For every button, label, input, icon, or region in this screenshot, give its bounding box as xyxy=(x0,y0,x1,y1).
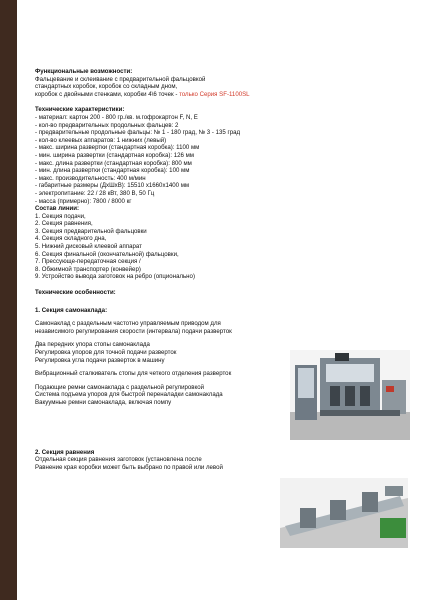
features-line-1: Фальцевание и склеивание с предварительной фальцовкой xyxy=(35,75,206,83)
left-sidebar-bar xyxy=(0,0,17,600)
section-2-text: Отдельная секция равнения заготовок (установлена после xyxy=(35,456,202,464)
spec-item: - материал: картон 200 - 800 гр./кв. м.гофрокартон F, N, E xyxy=(35,113,198,121)
composition-item: 6. Секция финальной (окончательной) фальцовки, xyxy=(35,250,179,258)
composition-item: 2. Секция равнения, xyxy=(35,220,93,228)
spec-item: - макс. ширина развертки (стандартная коробка): 1100 мм xyxy=(35,144,200,152)
specs-title: Технические характеристики: xyxy=(35,106,125,114)
features-line-3 xyxy=(35,91,415,99)
section-1-text: Вибрационный сталкиватель стопы для четкого отделения разверток xyxy=(35,370,232,378)
spec-item: - мин. ширина развертки (стандартная коробка): 126 мм xyxy=(35,151,194,159)
features-series-note: только Серия SF-1100SL xyxy=(179,90,250,98)
composition-item: 3. Секция предварительной фальцовки xyxy=(35,227,147,235)
composition-item: 4. Секция складного дна, xyxy=(35,235,107,243)
section-1-text: Подающие ремни самонаклада с раздельной регулировкой xyxy=(35,383,205,391)
alignment-section-photo xyxy=(280,478,408,548)
section-2-title: 2. Секция равнения xyxy=(35,448,95,456)
composition-item: 9. Устройство вывода заготовок на ребро (опционально) xyxy=(35,273,195,281)
tech-features-title: Технические особенности: xyxy=(35,289,116,297)
spec-item: - кол-во клеевых аппаратов: 1 нижних (левый) xyxy=(35,136,167,144)
section-1-text: независимого регулирования скорости (интервала) подачи разверток xyxy=(35,327,232,335)
section-2-text: Равнение края коробки может быть выбрано по правой или левой xyxy=(35,463,223,471)
spec-item: - масса (примерно): 7800 / 8000 кг xyxy=(35,197,132,205)
composition-item: 7. Прессующе-передаточная секция / xyxy=(35,258,141,266)
spec-item: - макс. производительность: 400 м/мин xyxy=(35,174,146,182)
feeder-machine-photo xyxy=(290,350,410,440)
spec-item: - предварительные продольные фальцы: № 1 - 180 град, № 3 - 135 град xyxy=(35,129,241,137)
composition-item: 5. Нижний дисковый клеевой аппарат xyxy=(35,243,142,251)
section-1-text: Система подъема упоров для быстрой переналадки самонаклада xyxy=(35,391,223,399)
section-1-text: Регулировка упоров для точной подачи разверток xyxy=(35,349,177,356)
spec-item: - макс. длина развертки (стандартная коробка): 800 мм xyxy=(35,159,192,167)
composition-item: 8. Обжимной транспортер (конвейер) xyxy=(35,265,141,273)
section-1-text: Самонаклад с раздельным частотно управляемым приводом для xyxy=(35,320,221,328)
composition-title: Состав линии: xyxy=(35,205,80,213)
features-line-2: стандартных коробок, коробок со складным дном, xyxy=(35,83,178,91)
spec-item: - мин. длина развертки (стандартная коробка): 100 мм xyxy=(35,167,190,175)
section-1-text: Регулировка угла подачи разверток в машину xyxy=(35,356,165,364)
section-1-text: Вакуумные ремни самонаклада, включая помпу xyxy=(35,398,172,406)
section-1-title: 1. Секция самонаклада: xyxy=(35,306,108,314)
composition-item: 1. Секция подачи, xyxy=(35,212,86,220)
spec-item: - габаритные размеры (ДхШхВ): 15510 x1660x1400 мм xyxy=(35,182,190,190)
section-1-text: Два передних упора стопы самонаклада xyxy=(35,341,150,349)
features-line-3-text: коробок с двойными стенками, коробки 4\6 точек - xyxy=(35,90,180,98)
spec-item: - кол-во предварительных продольных фальцев: 2 xyxy=(35,121,179,129)
spec-item: - электропитание: 22 / 28 кВт, 380 В, 50 Гц xyxy=(35,189,155,197)
features-title: Функциональные возможности: xyxy=(35,68,133,75)
